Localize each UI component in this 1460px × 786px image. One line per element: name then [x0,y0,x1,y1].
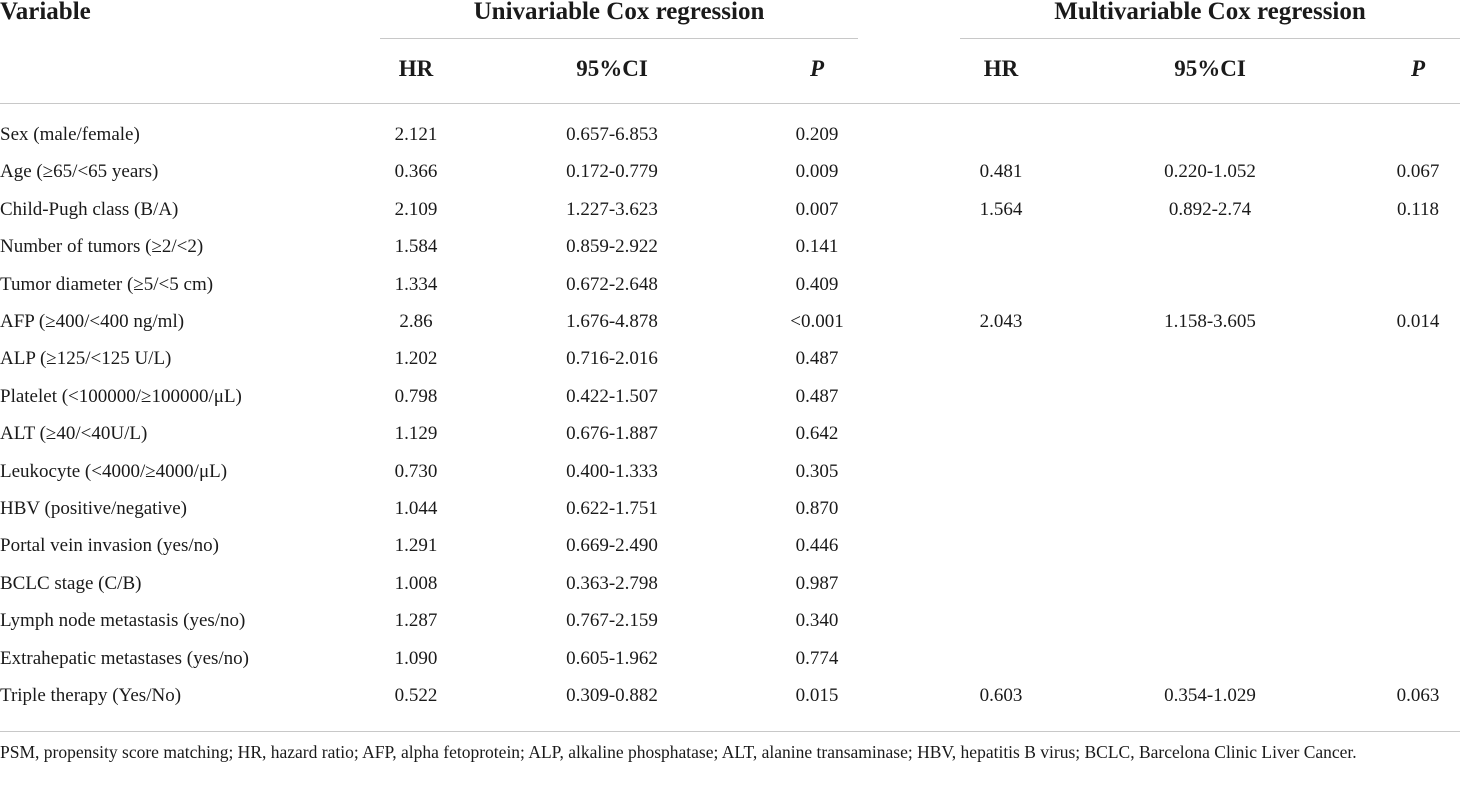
cell-uni-ci: 0.309-0.882 [566,685,658,706]
multivariable-group-rule [960,38,1460,39]
cell-uni-p: <0.001 [790,311,844,332]
cell-uni-p: 0.305 [795,460,839,482]
cell-uni-hr: 0.366 [394,161,438,183]
univariable-group-rule [380,38,858,39]
cell-uni-ci: 0.400-1.333 [566,460,658,482]
cell-variable: ALP (≥125/<125 U/L) [0,348,172,370]
cell-multi-ci: 0.892-2.74 [1168,198,1252,220]
cell-uni-p: 0.209 [795,124,839,145]
cell-uni-p: 0.774 [795,647,839,669]
cell-uni-p: 0.340 [795,610,839,632]
cell-uni-hr: 1.291 [394,535,438,557]
cell-uni-ci: 0.172-0.779 [566,161,658,183]
cell-uni-ci: 0.422-1.507 [566,385,658,407]
cell-variable: BCLC stage (C/B) [0,572,142,594]
cell-variable: Sex (male/female) [0,124,140,145]
cell-variable: Age (≥65/<65 years) [0,161,159,183]
cell-uni-hr: 1.584 [394,236,438,258]
uni-p-header: P [809,56,825,81]
cell-variable: ALT (≥40/<40U/L) [0,423,148,445]
cell-uni-hr: 1.008 [394,572,438,594]
cell-uni-p: 0.870 [795,498,839,519]
cell-multi-hr: 0.603 [979,685,1023,706]
cell-uni-p: 0.015 [795,685,839,706]
cell-uni-ci: 0.716-2.016 [566,348,658,370]
cell-uni-p: 0.409 [795,273,839,295]
cell-uni-ci: 0.363-2.798 [566,572,658,594]
multi-ci-header: 95%CI [1174,56,1246,81]
cell-variable: Lymph node metastasis (yes/no) [0,610,246,632]
cell-variable: HBV (positive/negative) [0,498,187,519]
cell-uni-p: 0.007 [795,198,839,220]
cell-variable: Triple therapy (Yes/No) [0,685,182,706]
cell-uni-p: 0.141 [795,236,839,258]
uni-ci-header: 95%CI [576,56,648,81]
cell-multi-hr: 2.043 [979,311,1023,332]
cell-uni-ci: 0.672-2.648 [566,273,658,295]
cell-uni-ci: 0.767-2.159 [566,610,658,632]
cell-uni-hr: 2.121 [394,124,438,145]
cell-uni-p: 0.446 [795,535,839,557]
cell-uni-hr: 1.202 [394,348,438,370]
cell-multi-ci: 1.158-3.605 [1164,311,1256,332]
cell-uni-hr: 0.730 [394,460,438,482]
cell-variable: Portal vein invasion (yes/no) [0,535,219,557]
cell-uni-ci: 0.859-2.922 [566,236,658,258]
cell-variable: Extrahepatic metastases (yes/no) [0,647,250,669]
univariable-group-header: Univariable Cox regression [473,0,765,25]
cell-multi-p: 0.067 [1396,161,1440,183]
cell-variable: Child-Pugh class (B/A) [0,198,179,220]
cell-multi-p: 0.118 [1396,198,1440,220]
cell-uni-hr: 1.287 [394,610,438,632]
multi-p-header: P [1410,56,1426,81]
cell-uni-hr: 1.129 [394,423,438,445]
cell-multi-hr: 1.564 [979,198,1023,220]
cell-uni-ci: 0.669-2.490 [566,535,658,557]
cell-variable: AFP (≥400/<400 ng/ml) [0,311,185,332]
cell-uni-hr: 1.334 [394,273,438,295]
cell-uni-hr: 0.522 [394,685,438,706]
cell-multi-p: 0.063 [1396,685,1440,706]
cell-uni-ci: 1.227-3.623 [566,198,658,220]
cell-variable: Platelet (<100000/≥100000/μL) [0,385,242,407]
cell-variable: Number of tumors (≥2/<2) [0,236,204,258]
cell-uni-p: 0.009 [795,161,839,183]
variable-header: Variable [0,0,91,25]
multivariable-group-header: Multivariable Cox regression [1054,0,1366,25]
cell-multi-p: 0.014 [1396,311,1440,332]
multi-hr-header: HR [983,56,1019,81]
table-footnote: PSM, propensity score matching; HR, hazard ratio; AFP, alpha fetoprotein; ALP, alkaline phosphatase; ALT, alanine transaminase; HBV, hepatitis B virus; BCLC, Barcelona Clinic Liver Cancer. [0,742,1357,762]
cell-uni-hr: 2.109 [394,198,438,220]
cell-uni-ci: 0.657-6.853 [566,124,658,145]
cell-multi-hr: 0.481 [979,161,1023,183]
cell-uni-ci: 0.622-1.751 [566,498,658,519]
cell-uni-hr: 2.86 [399,311,433,332]
cell-variable: Tumor diameter (≥5/<5 cm) [0,273,214,295]
cell-variable: Leukocyte (<4000/≥4000/μL) [0,460,228,482]
cell-uni-p: 0.487 [795,385,839,407]
cell-uni-p: 0.642 [795,423,839,445]
cell-multi-ci: 0.220-1.052 [1164,161,1256,183]
uni-hr-header: HR [398,56,434,81]
cell-uni-hr: 0.798 [394,385,438,407]
cell-uni-ci: 0.676-1.887 [566,423,658,445]
cell-uni-p: 0.987 [795,572,839,594]
cell-uni-hr: 1.044 [394,498,438,519]
cell-uni-ci: 1.676-4.878 [566,311,658,332]
table-bottom-rule [0,731,1460,732]
header-bottom-rule [0,103,1460,104]
cell-uni-hr: 1.090 [394,647,438,669]
cell-uni-ci: 0.605-1.962 [566,647,658,669]
cell-multi-ci: 0.354-1.029 [1164,685,1256,706]
cell-uni-p: 0.487 [795,348,839,370]
